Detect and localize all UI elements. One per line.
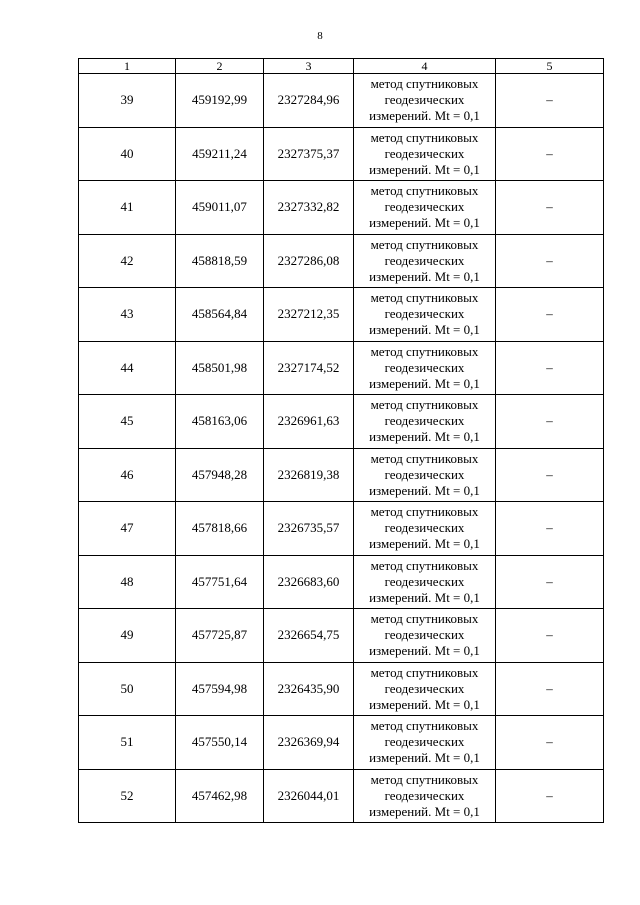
table-row — [79, 181, 604, 235]
method-line: геодезических — [384, 413, 465, 429]
x-coordinate-cell: 459011,07 — [176, 181, 264, 235]
method-line: метод спутниковых — [370, 343, 479, 359]
method-line: метод спутниковых — [370, 664, 479, 680]
method-line: измерений. Mt = 0,1 — [369, 322, 480, 338]
method-line: метод спутниковых — [370, 76, 479, 92]
column-header: 3 — [264, 59, 354, 74]
method-line: измерений. Mt = 0,1 — [369, 375, 480, 391]
x-coordinate-cell: 457751,64 — [176, 555, 264, 609]
y-coordinate-cell: 2327286,08 — [264, 234, 354, 288]
method-line: метод спутниковых — [370, 611, 479, 627]
note-cell: – — [496, 74, 604, 128]
method-line: геодезических — [384, 359, 465, 375]
method-line: метод спутниковых — [370, 557, 479, 573]
method-line: геодезических — [384, 306, 465, 322]
method-line: измерений. Mt = 0,1 — [369, 268, 480, 284]
method-cell — [354, 181, 496, 235]
method-line: метод спутниковых — [370, 183, 479, 199]
method-cell — [354, 74, 496, 128]
method-line: метод спутниковых — [370, 129, 479, 145]
table-row — [79, 127, 604, 181]
x-coordinate-cell: 459192,99 — [176, 74, 264, 128]
method-line: геодезических — [384, 92, 465, 108]
point-number-cell: 43 — [79, 288, 176, 342]
method-line: измерений. Mt = 0,1 — [369, 482, 480, 498]
method-line: метод спутниковых — [370, 450, 479, 466]
table-row — [79, 234, 604, 288]
point-number-cell: 44 — [79, 341, 176, 395]
x-coordinate-cell: 458818,59 — [176, 234, 264, 288]
x-coordinate-cell: 458564,84 — [176, 288, 264, 342]
y-coordinate-cell: 2327284,96 — [264, 74, 354, 128]
column-header: 2 — [176, 59, 264, 74]
table-row — [79, 288, 604, 342]
method-line: измерений. Mt = 0,1 — [369, 215, 480, 231]
column-header: 1 — [79, 59, 176, 74]
method-line: геодезических — [384, 680, 465, 696]
table-row — [79, 448, 604, 502]
method-line: геодезических — [384, 145, 465, 161]
method-line: метод спутниковых — [370, 504, 479, 520]
y-coordinate-cell: 2326435,90 — [264, 662, 354, 716]
x-coordinate-cell: 457462,98 — [176, 769, 264, 823]
point-number-cell: 47 — [79, 502, 176, 556]
y-coordinate-cell: 2326683,60 — [264, 555, 354, 609]
method-line: геодезических — [384, 252, 465, 268]
method-cell — [354, 395, 496, 449]
method-cell — [354, 662, 496, 716]
method-line: измерений. Mt = 0,1 — [369, 429, 480, 445]
x-coordinate-cell: 459211,24 — [176, 127, 264, 181]
method-cell — [354, 502, 496, 556]
y-coordinate-cell: 2326961,63 — [264, 395, 354, 449]
y-coordinate-cell: 2326819,38 — [264, 448, 354, 502]
method-cell — [354, 234, 496, 288]
page-number: 8 — [317, 30, 323, 42]
table-body — [79, 74, 604, 823]
point-number-cell: 49 — [79, 609, 176, 663]
table-row — [79, 769, 604, 823]
x-coordinate-cell: 457550,14 — [176, 716, 264, 770]
method-line: геодезических — [384, 466, 465, 482]
point-number-cell: 39 — [79, 74, 176, 128]
x-coordinate-cell: 458501,98 — [176, 341, 264, 395]
note-cell: – — [496, 769, 604, 823]
point-number-cell: 52 — [79, 769, 176, 823]
method-line: геодезических — [384, 734, 465, 750]
method-cell — [354, 716, 496, 770]
method-cell — [354, 288, 496, 342]
method-line: измерений. Mt = 0,1 — [369, 803, 480, 819]
column-header: 5 — [496, 59, 604, 74]
method-line: геодезических — [384, 627, 465, 643]
y-coordinate-cell: 2326044,01 — [264, 769, 354, 823]
y-coordinate-cell: 2327332,82 — [264, 181, 354, 235]
y-coordinate-cell: 2326369,94 — [264, 716, 354, 770]
point-number-cell: 46 — [79, 448, 176, 502]
note-cell: – — [496, 127, 604, 181]
method-line: измерений. Mt = 0,1 — [369, 643, 480, 659]
x-coordinate-cell: 457948,28 — [176, 448, 264, 502]
table-row — [79, 609, 604, 663]
method-cell — [354, 769, 496, 823]
method-line: измерений. Mt = 0,1 — [369, 108, 480, 124]
y-coordinate-cell: 2326735,57 — [264, 502, 354, 556]
method-line: измерений. Mt = 0,1 — [369, 696, 480, 712]
method-line: метод спутниковых — [370, 397, 479, 413]
table-row — [79, 74, 604, 128]
x-coordinate-cell: 458163,06 — [176, 395, 264, 449]
method-line: измерений. Mt = 0,1 — [369, 161, 480, 177]
point-number-cell: 50 — [79, 662, 176, 716]
note-cell: – — [496, 234, 604, 288]
method-cell — [354, 341, 496, 395]
table-header-row — [79, 59, 604, 74]
method-line: метод спутниковых — [370, 718, 479, 734]
table-row — [79, 662, 604, 716]
table-row — [79, 555, 604, 609]
point-number-cell: 45 — [79, 395, 176, 449]
method-line: геодезических — [384, 199, 465, 215]
x-coordinate-cell: 457818,66 — [176, 502, 264, 556]
method-line: геодезических — [384, 573, 465, 589]
point-number-cell: 42 — [79, 234, 176, 288]
method-line: метод спутниковых — [370, 290, 479, 306]
x-coordinate-cell: 457725,87 — [176, 609, 264, 663]
point-number-cell: 40 — [79, 127, 176, 181]
note-cell: – — [496, 502, 604, 556]
column-header: 4 — [354, 59, 496, 74]
note-cell: – — [496, 609, 604, 663]
y-coordinate-cell: 2327174,52 — [264, 341, 354, 395]
note-cell: – — [496, 341, 604, 395]
method-line: измерений. Mt = 0,1 — [369, 589, 480, 605]
note-cell: – — [496, 288, 604, 342]
x-coordinate-cell: 457594,98 — [176, 662, 264, 716]
point-number-cell: 41 — [79, 181, 176, 235]
table-row — [79, 341, 604, 395]
method-cell — [354, 448, 496, 502]
table-row — [79, 395, 604, 449]
y-coordinate-cell: 2327212,35 — [264, 288, 354, 342]
coordinates-table — [78, 58, 604, 823]
point-number-cell: 51 — [79, 716, 176, 770]
method-cell — [354, 127, 496, 181]
table-row — [79, 716, 604, 770]
note-cell: – — [496, 716, 604, 770]
note-cell: – — [496, 662, 604, 716]
note-cell: – — [496, 395, 604, 449]
method-line: метод спутниковых — [370, 236, 479, 252]
note-cell: – — [496, 555, 604, 609]
method-line: метод спутниковых — [370, 771, 479, 787]
y-coordinate-cell: 2327375,37 — [264, 127, 354, 181]
note-cell: – — [496, 448, 604, 502]
method-cell — [354, 555, 496, 609]
note-cell: – — [496, 181, 604, 235]
method-cell — [354, 609, 496, 663]
method-line: геодезических — [384, 787, 465, 803]
method-line: измерений. Mt = 0,1 — [369, 536, 480, 552]
table-row — [79, 502, 604, 556]
y-coordinate-cell: 2326654,75 — [264, 609, 354, 663]
method-line: измерений. Mt = 0,1 — [369, 750, 480, 766]
method-line: геодезических — [384, 520, 465, 536]
point-number-cell: 48 — [79, 555, 176, 609]
